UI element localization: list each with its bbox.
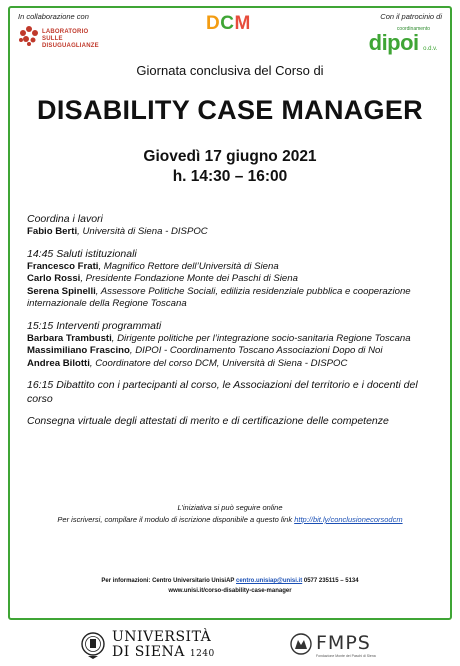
lab-logo-text: LABORATORIO SULLE DISUGUAGLIANZE bbox=[42, 29, 99, 49]
event-time: h. 14:30 – 16:00 bbox=[172, 168, 288, 185]
contact-email-link[interactable]: centro.unisiap@unisi.it bbox=[236, 578, 303, 584]
fmps-subtitle: Fondazione Monte dei Paschi di Siena bbox=[316, 654, 376, 658]
unisi-name: UNIVERSITÀ DI SIENA 1240 bbox=[112, 629, 215, 660]
talk-line: Barbara Trambusti, Dirigente politiche per l’integrazione socio-sanitaria Regione Toscana bbox=[27, 332, 411, 344]
fmps-crest-icon bbox=[290, 632, 312, 658]
greeting-line: Serena Spinelli, Assessore Politiche Sociali, edilizia residenziale pubblica e cooperazione internazionale della Regione Toscana bbox=[27, 285, 411, 309]
fmps-word: FMPS bbox=[316, 632, 371, 654]
contact-url[interactable]: www.unisi.it/corso-disability-case-manager bbox=[168, 588, 292, 594]
contact-info: Per informazioni: Centro Universitario UnisiAP centro.unisiap@unisi.it 0577 235115 – 5134 bbox=[101, 578, 359, 584]
event-title: DISABILITY CASE MANAGER bbox=[37, 95, 423, 125]
talk-line: Andrea Bilotti, Coordinatore del corso DCM, Università di Siena - DISPOC bbox=[27, 357, 348, 369]
event-date: Giovedì 17 giugno 2021 bbox=[143, 148, 317, 165]
dcm-logo: DCM bbox=[206, 13, 251, 34]
talk-line: Massimiliano Frascino, DIPOI - Coordinamento Toscano Associazioni Dopo di Noi bbox=[27, 345, 383, 356]
dipoi-logo: coordinamento dipoi o.d.v. bbox=[368, 26, 438, 55]
patronage-label: Con il patrocinio di bbox=[380, 12, 442, 21]
collab-label: In collaborazione con bbox=[18, 12, 89, 21]
unisi-logo bbox=[80, 629, 215, 660]
lab-disuguaglianze-logo bbox=[18, 25, 118, 59]
certificates-text: Consegna virtuale degli attestati di merito e di certificazione delle competenze bbox=[27, 415, 389, 427]
coord-title: Coordina i lavori bbox=[27, 213, 103, 225]
red-dots-icon bbox=[18, 25, 40, 47]
debate-text: 16:15 Dibattito con i partecipanti al corso, le Associazioni del territorio e i docenti del corso bbox=[27, 379, 418, 405]
coord-line: Fabio Berti, Università di Siena - DISPOC bbox=[27, 226, 208, 237]
greeting-line: Francesco Frati, Magnifico Rettore dell’Università di Siena bbox=[27, 260, 279, 272]
online-note: L’iniziativa si può seguire online bbox=[177, 503, 283, 512]
greetings-title: 14:45 Saluti istituzionali bbox=[27, 247, 137, 260]
register-note: Per iscriversi, compilare il modulo di iscrizione disponibile a questo link http://bit.ly/conclusionecorsodcm bbox=[57, 515, 403, 524]
unisi-crest-icon bbox=[80, 630, 106, 660]
fmps-logo bbox=[290, 632, 380, 662]
register-link[interactable]: http://bit.ly/conclusionecorsodcm bbox=[294, 515, 403, 524]
talks-title: 15:15 Interventi programmati bbox=[27, 319, 162, 332]
program-section bbox=[27, 212, 439, 428]
greeting-line: Carlo Rossi, Presidente Fondazione Monte dei Paschi di Siena bbox=[27, 273, 298, 284]
event-subtitle: Giornata conclusiva del Corso di bbox=[136, 63, 324, 78]
